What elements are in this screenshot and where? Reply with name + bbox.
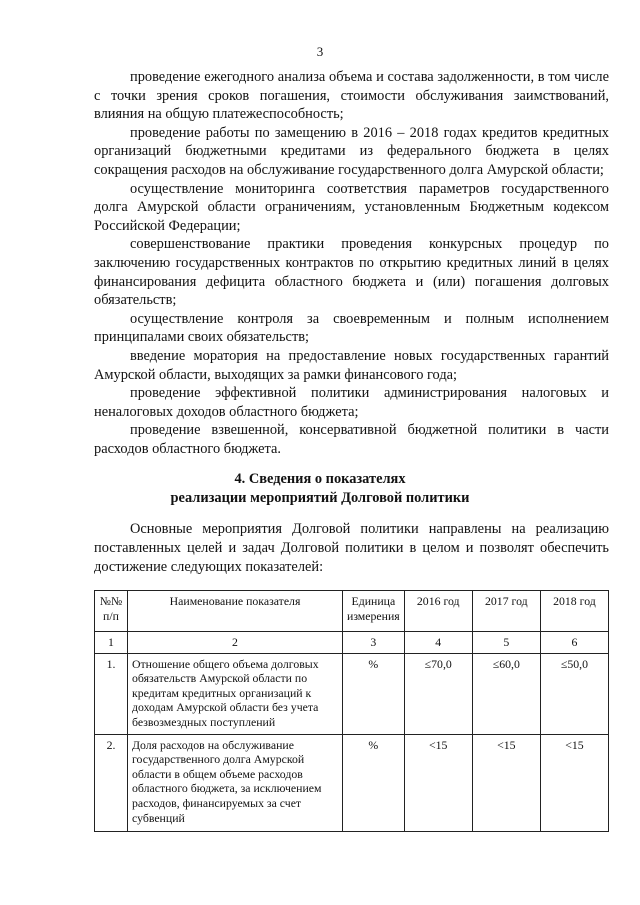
measure-paragraph: проведение работы по замещению в 2016 – 2018 годах кредитов кредитных организаций бюджетными кредитами из федерального бюджета в целях сокращения расходов на обслуживание государственного долга Амурской области; bbox=[94, 124, 609, 178]
row-unit: % bbox=[343, 653, 405, 734]
table-row bbox=[95, 653, 609, 734]
row-value-2018: <15 bbox=[540, 734, 608, 831]
measure-paragraph: проведение взвешенной, консервативной бюджетной политики в части расходов областного бюджета. bbox=[94, 422, 609, 457]
header-2018: 2018 год bbox=[540, 591, 608, 632]
header-2016: 2016 год bbox=[404, 591, 472, 632]
column-index: 4 bbox=[404, 632, 472, 654]
header-unit: Единица измерения bbox=[343, 591, 405, 632]
column-index: 2 bbox=[128, 632, 343, 654]
measure-paragraph: осуществление мониторинга соответствия параметров государственного долга Амурской области ограничениям, установленным Бюджетным кодексом Российской Федерации; bbox=[94, 180, 609, 234]
row-value-2018: ≤50,0 bbox=[540, 653, 608, 734]
row-value-2016: <15 bbox=[404, 734, 472, 831]
section-title bbox=[0, 470, 640, 508]
row-name: Доля расходов на обслуживание государственного долга Амурской области в общем объеме расходов областного бюджета, за исключением расходов, финансируемых за счет субвенций bbox=[128, 734, 343, 831]
row-unit: % bbox=[343, 734, 405, 831]
indicators-table bbox=[94, 590, 609, 832]
column-index: 5 bbox=[472, 632, 540, 654]
measure-paragraph: совершенствование практики проведения конкурсных процедур по заключению государственных контрактов по открытию кредитных линий в целях финансирования дефицита областного бюджета и (или) погашения долговых обязательств; bbox=[94, 236, 609, 309]
section-title-line-2: реализации мероприятий Долговой политики bbox=[170, 490, 470, 506]
intro-paragraph: Основные мероприятия Долговой политики направлены на реализацию поставленных целей и задач Долговой политики в целом и позволят обеспечить достижение следующих показателей: bbox=[94, 521, 609, 575]
page-number: 3 bbox=[316, 44, 324, 59]
measure-paragraph: проведение ежегодного анализа объема и состава задолженности, в том числе с точки зрения сроков погашения, стоимости обслуживания заимствований, влияния на общую платежеспособность; bbox=[94, 69, 609, 123]
measures-list bbox=[94, 68, 609, 458]
column-index: 1 bbox=[95, 632, 128, 654]
header-name: Наименование показателя bbox=[128, 591, 343, 632]
header-2017: 2017 год bbox=[472, 591, 540, 632]
measure-paragraph: введение моратория на предоставление новых государственных гарантий Амурской области, выходящих за рамки финансового года; bbox=[94, 347, 609, 383]
column-index-row bbox=[95, 632, 609, 654]
row-value-2017: <15 bbox=[472, 734, 540, 831]
row-value-2016: ≤70,0 bbox=[404, 653, 472, 734]
measure-paragraph: осуществление контроля за своевременным и полным исполнением принципалами своих обязательств; bbox=[94, 310, 609, 346]
section-title-line-1: 4. Сведения о показателях bbox=[234, 471, 406, 487]
row-value-2017: ≤60,0 bbox=[472, 653, 540, 734]
measure-paragraph: проведение эффективной политики администрирования налоговых и неналоговых доходов областного бюджета; bbox=[94, 385, 609, 420]
column-index: 3 bbox=[343, 632, 405, 654]
row-num: 1. bbox=[95, 653, 128, 734]
table-row bbox=[95, 734, 609, 831]
row-name: Отношение общего объема долговых обязательств Амурской области по кредитам кредитных организаций к доходам Амурской области без учета безвозмездных поступлений bbox=[128, 653, 343, 734]
column-index: 6 bbox=[540, 632, 608, 654]
row-num: 2. bbox=[95, 734, 128, 831]
header-num: №№ п/п bbox=[95, 591, 128, 632]
table-header-row bbox=[95, 591, 609, 632]
